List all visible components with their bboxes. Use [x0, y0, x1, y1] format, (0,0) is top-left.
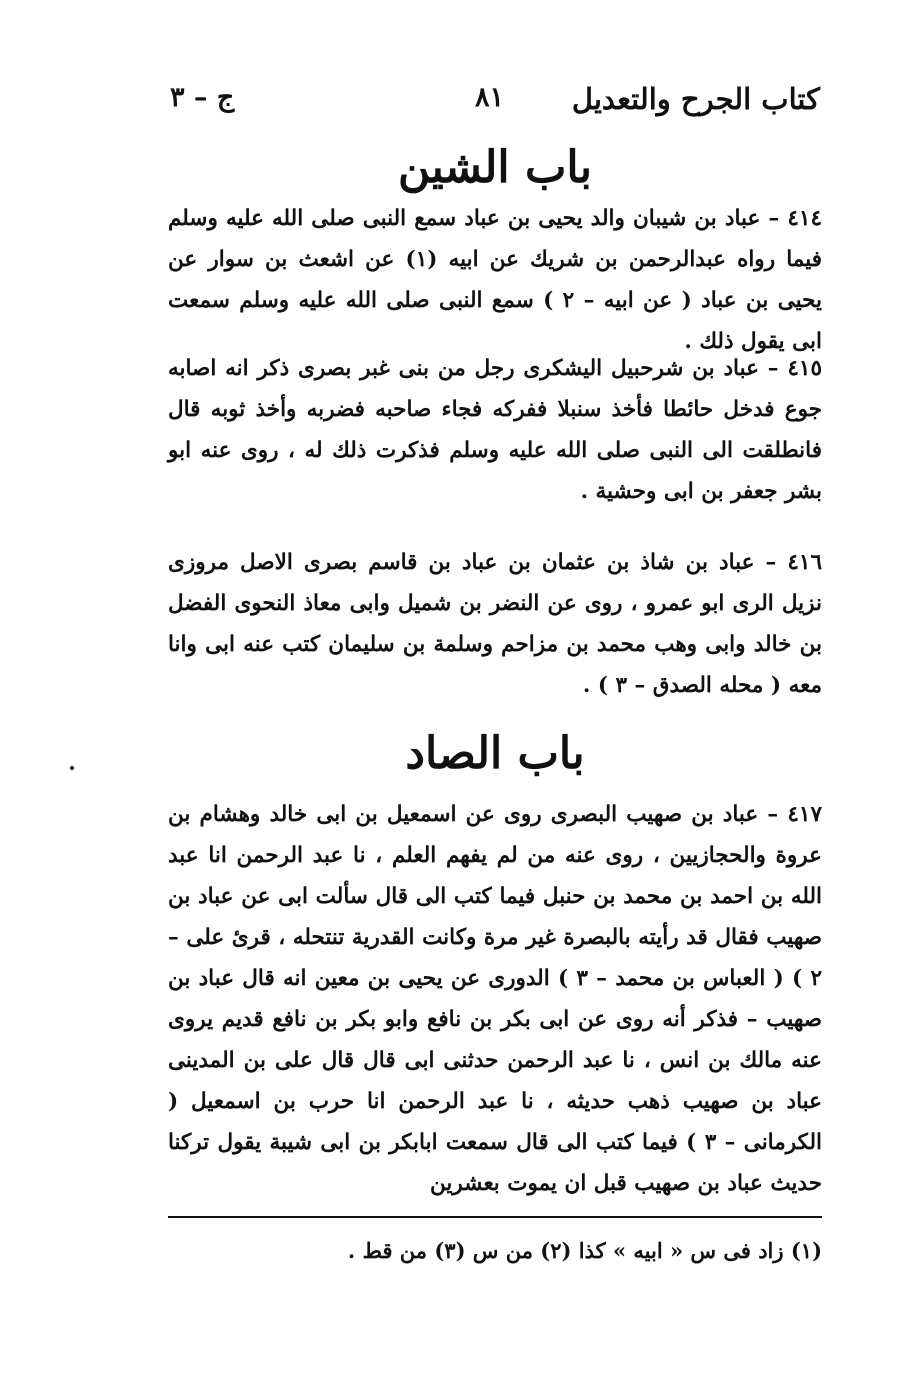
section-heading-sad: باب الصاد — [405, 728, 585, 779]
entry-417: ٤١٧ – عباد بن صهيب البصرى روى عن اسمعيل بن ابى خالد وهشام بن عروة والحجازيين ، روى عنه من لم يفهم العلم ، نا عبد الرحمن انا عبد الله بن احمد بن محمد بن حنبل فيما كتب الى قال سألت ابى عن عباد بن صهيب فقال قد رأيته بالبصرة غير مرة وكانت القدرية تنتحله ، قرئ على – ٢ ) ( العباس بن محمد – ٣ ) الدورى عن يحيى بن معين انه قال عباد بن صهيب – فذكر أنه روى عن ابى بكر بن نافع وابو بكر بن نافع قديم يروى عنه مالك بن انس ، نا عبد الرحمن حدثنى ابى قال قال على بن المدينى عباد بن صهيب ذهب حديثه ، نا عبد الرحمن انا حرب بن اسمعيل ( الكرمانى – ٣ ) فيما كتب الى قال سمعت ابابكر بن ابى شيبة يقول تركنا حديث عباد بن صهيب قبل ان يموت بعشرين — [168, 802, 823, 1196]
footnotes: (١) زاد فى س « ابيه » كذا (٢) من س (٣) من قط . — [347, 1238, 822, 1263]
footnote-divider — [168, 1216, 822, 1218]
entry-414: ٤١٤ – عباد بن شيبان والد يحيى بن عباد سمع النبى صلى الله عليه وسلم فيما رواه عبدالرحمن بن شريك عن ابيه (١) عن اشعث بن سوار عن يحيى بن عباد ( عن ابيه – ٢ ) سمع النبى صلى الله عليه وسلم سمعت ابى يقول ذلك . — [168, 206, 822, 354]
running-header — [170, 82, 820, 122]
entry-415: ٤١٥ – عباد بن شرحبيل اليشكرى رجل من بنى غبر بصرى ذكر انه اصابه جوع فدخل حائطا فأخذ سنبلا ففركه فجاء صاحبه فضربه وأخذ ثوبه قال فانطلقت الى النبى صلى الله عليه وسلم فذكرت ذلك له ، روى عنه ابو بشر جعفر بن ابى وحشية . — [168, 356, 822, 504]
section-heading-shin: باب الشين — [397, 142, 593, 193]
page-number: ٨١ — [475, 82, 505, 113]
entry-416: ٤١٦ – عباد بن شاذ بن عثمان بن عباد بن قاسم بصرى الاصل مروزى نزيل الرى ابو عمرو ، روى عن النضر بن شميل وابى معاذ النحوى الفضل بن خالد وابى وهب محمد بن مزاحم وسلمة بن سليمان كتب عنه ابى وانا معه ( محله الصدق – ٣ ) . — [168, 550, 822, 698]
book-title: كتاب الجرح والتعديل — [571, 82, 820, 116]
scan-speck — [70, 766, 74, 770]
volume-number: ج – ٣ — [170, 82, 235, 113]
